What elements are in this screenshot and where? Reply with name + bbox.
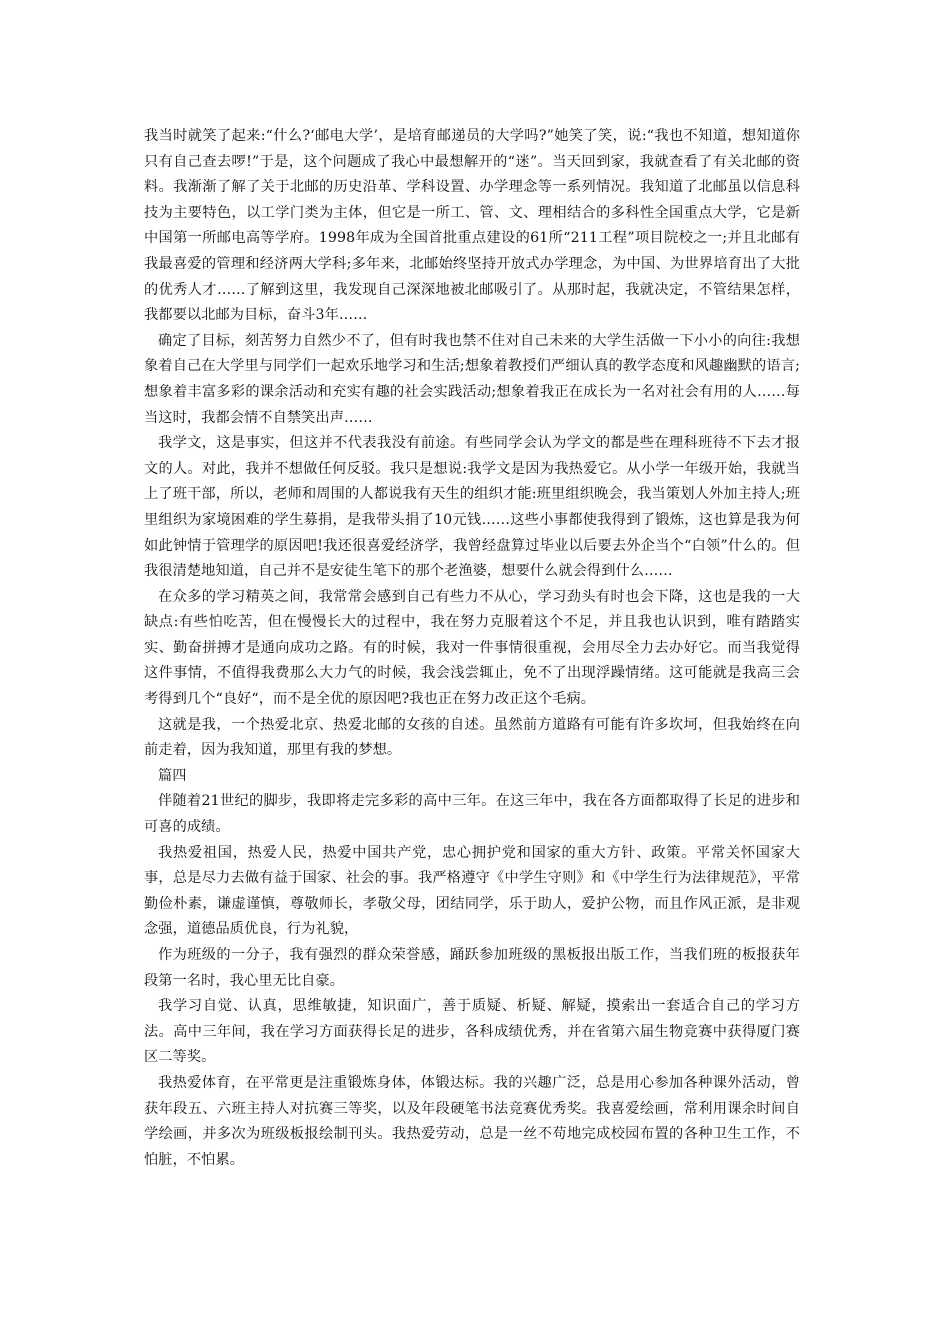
- paragraph-sports-hobbies: 我热爱体育，在平常更是注重锻炼身体，体锻达标。我的兴趣广泛，总是用心参加各种课外活动，曾获年段五、六班主持人对抗赛三等奖，以及年段硬笔书法竞赛优秀奖。我喜爱绘画，常利用课余时间自学绘画，并多次为班级板报绘制刊头。我热爱劳动，总是一丝不苟地完成校园布置的各种卫生工作，不怕脏，不怕累。: [144, 1074, 800, 1168]
- paragraph-shortcomings: 在众多的学习精英之间，我常常会感到自己有些力不从心，学习劲头有时也会下降，这也是我的一大缺点:有些怕吃苦，但在慢慢长大的过程中，我在努力克服着这个不足，并且我也认识到，唯有踏踏实实、勤奋拼搏才是通向成功之路。有的时候，我对一件事情很重视，会用尽全力去办好它。而当我觉得这件事情，不值得我费那么大力气的时候，我会浅尝辄止，免不了出现浮躁情绪。这可能就是我高三会考得到几个“良好“，而不是全优的原因吧?我也正在努力改正这个毛病。: [144, 588, 800, 708]
- document-body: [144, 124, 800, 1173]
- paragraph-high-school-intro: 伴随着21世纪的脚步，我即将走完多彩的高中三年。在这三年中，我在各方面都取得了长足的进步和可喜的成绩。: [144, 793, 800, 836]
- paragraph-college-dreams: 确定了目标，刻苦努力自然少不了，但有时我也禁不住对自己未来的大学生活做一下小小的向往:我想象着自己在大学里与同学们一起欢乐地学习和生活;想象着教授们严细认真的教学态度和风趣幽默的语言;想象着丰富多彩的课余活动和充实有趣的社会实践活动;想象着我正在成长为一名对社会有用的人……每当这时，我都会情不自禁笑出声……: [144, 332, 800, 426]
- paragraph-study-achievements: 我学习自觉、认真，思维敏捷，知识面广，善于质疑、析疑、解疑，摸索出一套适合自己的学习方法。高中三年间，我在学习方面获得长足的进步，各科成绩优秀，并在省第六届生物竞赛中获得厦门赛区二等奖。: [144, 998, 800, 1066]
- paragraph-self-statement-conclusion: 这就是我，一个热爱北京、热爱北邮的女孩的自述。虽然前方道路有可能有许多坎坷，但我始终在向前走着，因为我知道，那里有我的梦想。: [144, 716, 800, 759]
- paragraph-patriotism-conduct: 我热爱祖国，热爱人民，热爱中国共产党，忠心拥护党和国家的重大方针、政策。平常关怀国家大事，总是尽力去做有益于国家、社会的事。我严格遵守《中学生守则》和《中学生行为法律规范》，平常勤俭朴素，谦虚谨慎，尊敬师长，孝敬父母，团结同学，乐于助人，爱护公物，而且作风正派，是非观念强，道德品质优良，行为礼貌，: [144, 844, 800, 938]
- paragraph-bupt-discovery: 我当时就笑了起来:“什么?‘邮电大学’，是培育邮递员的大学吗?”她笑了笑，说:“我也不知道，想知道你只有自己查去啰!”于是，这个问题成了我心中最想解开的“迷”。当天回到家，我就查看了有关北邮的资料。我渐渐了解了关于北邮的历史沿革、学科设置、办学理念等一系列情况。我知道了北邮虽以信息科技为主要特色，以工学门类为主体，但它是一所工、管、文、理相结合的多科性全国重点大学，它是新中国第一所邮电高等学府。1998年成为全国首批重点建设的61所“211工程”项目院校之一;并且北邮有我最喜爱的管理和经济两大学科;多年来，北邮始终坚持开放式办学理念，为中国、为世界培育出了大批的优秀人才……了解到这里，我发现自己深深地被北邮吸引了。从那时起，我就决定，不管结果怎样，我都要以北邮为目标，奋斗3年……: [144, 128, 800, 324]
- paragraph-studying-liberal-arts: 我学文，这是事实，但这并不代表我没有前途。有些同学会认为学文的都是些在理科班待不下去才报文的人。对此，我并不想做任何反驳。我只是想说:我学文是因为我热爱它。从小学一年级开始，我就当上了班干部，所以，老师和周围的人都说我有天生的组织才能:班里组织晚会，我当策划人外加主持人;班里组织为家境困难的学生募捐，是我带头捐了10元钱……这些小事都使我得到了锻炼，这也算是我为何如此钟情于管理学的原因吧!我还很喜爱经济学，我曾经盘算过毕业以后要去外企当个“白领”什么的。但我很清楚地知道，自己并不是安徒生笔下的那个老渔婆，想要什么就会得到什么……: [144, 435, 800, 580]
- section-heading-part-four: 篇四: [158, 767, 187, 784]
- paragraph-class-honor: 作为班级的一分子，我有强烈的群众荣誉感，踊跃参加班级的黑板报出版工作，当我们班的板报获年段第一名时，我心里无比自豪。: [144, 947, 800, 989]
